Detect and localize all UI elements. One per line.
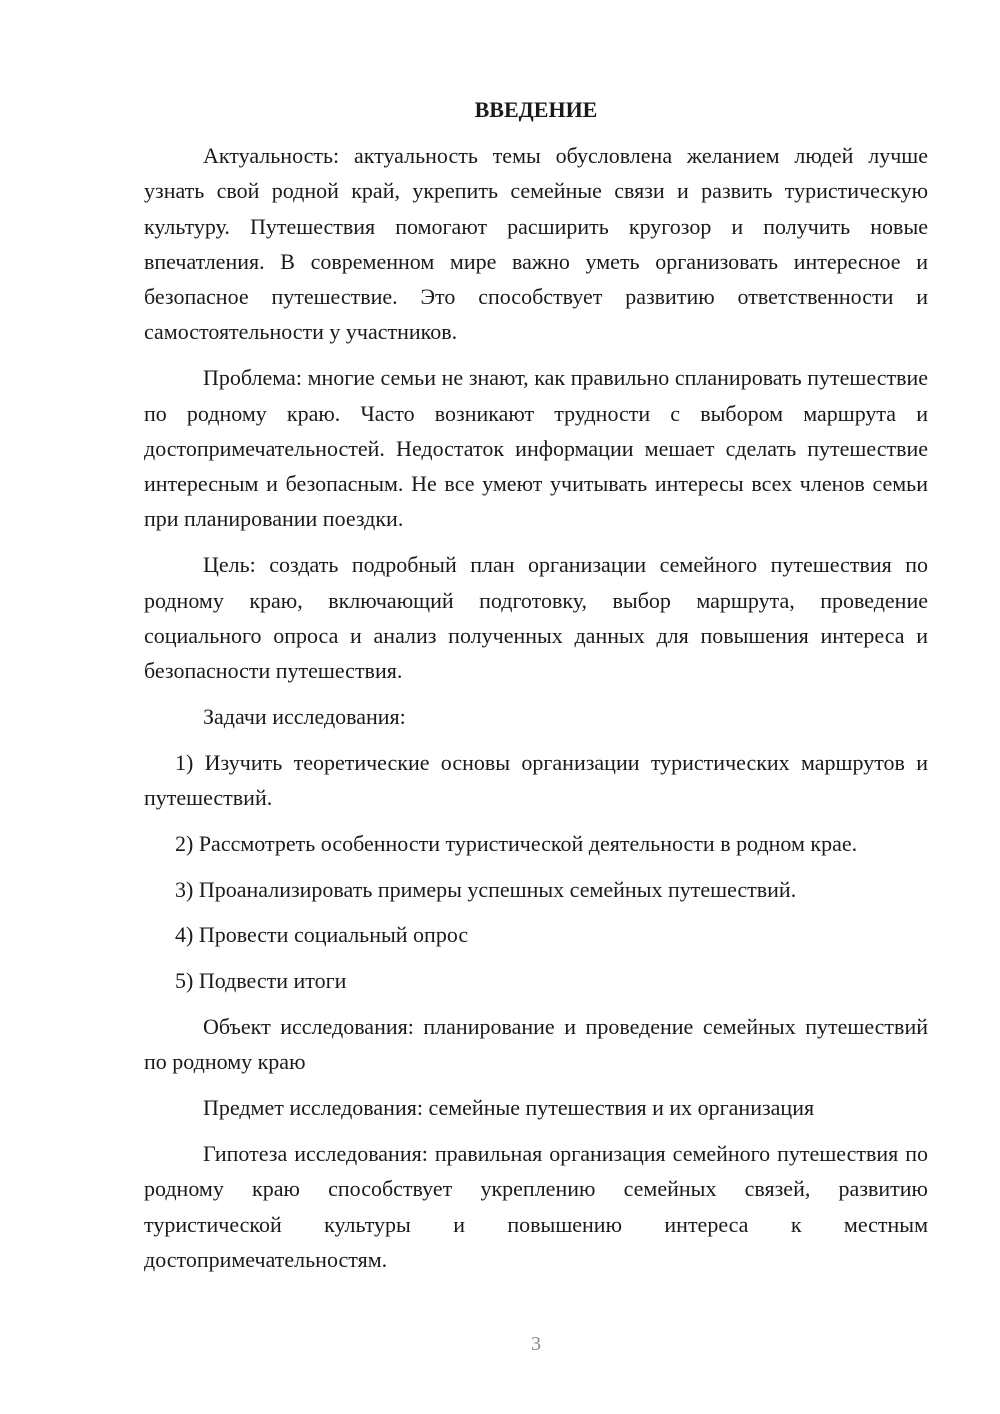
section-title: ВВЕДЕНИЕ <box>474 97 598 122</box>
task-item-2: 2) Рассмотреть особенности туристической деятельности в родном крае. <box>175 830 858 856</box>
paragraph-hypothesis: Гипотеза исследования: правильная организация семейного путешествия по родному краю способствует укреплению семейных связей, развитию туристической культуры и повышению интереса к местным достопримечательностям. <box>144 1140 928 1272</box>
page-body <box>144 92 928 1288</box>
page-number: 3 <box>531 1333 541 1355</box>
paragraph-problem: Проблема: многие семьи не знают, как правильно спланировать путешествие по родному краю. Часто возникают трудности с выбором маршрута и достопримечательностей. Недостаток информации мешает сделать путешествие интересным и безопасным. Не все умеют учитывать интересы всех членов семьи при планировании поездки. <box>144 365 928 532</box>
task-item-3: 3) Проанализировать примеры успешных семейных путешествий. <box>175 876 797 902</box>
paragraph-object: Объект исследования: планирование и проведение семейных путешествий по родному краю <box>144 1014 928 1075</box>
paragraph-goal: Цель: создать подробный план организации семейного путешествия по родному краю, включающий подготовку, выбор маршрута, проведение социального опроса и анализ полученных данных для повышения интереса и безопасности путешествия. <box>144 552 928 684</box>
task-item-4: 4) Провести социальный опрос <box>175 922 469 948</box>
paragraph-tasks-heading: Задачи исследования: <box>203 703 406 729</box>
paragraph-subject: Предмет исследования: семейные путешествия и их организация <box>203 1095 815 1121</box>
task-item-5: 5) Подвести итоги <box>175 968 347 994</box>
paragraph-relevance: Актуальность: актуальность темы обусловлена желанием людей лучше узнать свой родной край, укрепить семейные связи и развить туристическую культуру. Путешествия помогают расширить кругозор и получить новые впечатления. В современном мире важно уметь организовать интересное и безопасное путешествие. Это способствует развитию ответственности и самостоятельности у участников. <box>144 143 928 345</box>
task-item-1: 1) Изучить теоретические основы организации туристических маршрутов и путешествий. <box>144 749 928 811</box>
